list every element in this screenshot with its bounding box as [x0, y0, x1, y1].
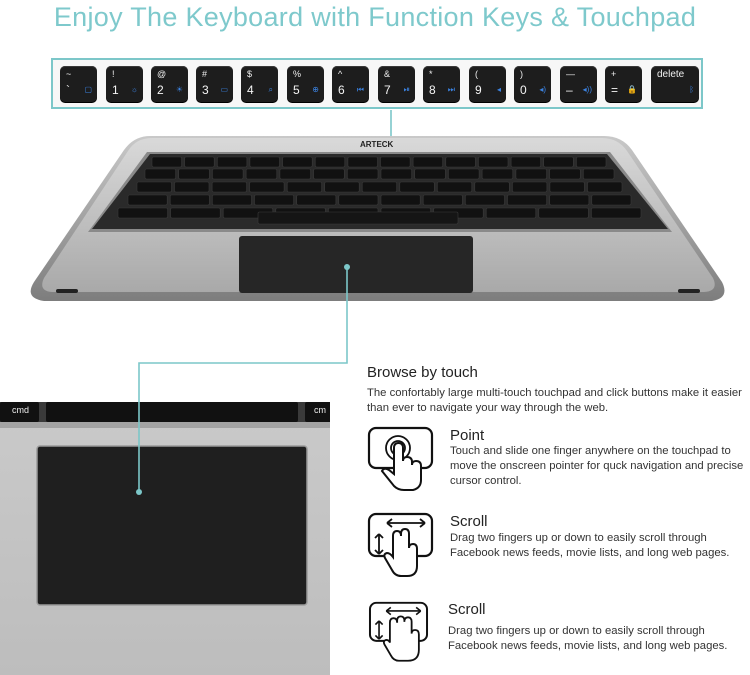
function-key: $ 4 ⌕: [241, 66, 278, 102]
keyboard-key: [145, 169, 176, 179]
page-headline: Enjoy The Keyboard with Function Keys & Touchpad: [53, 2, 697, 32]
one-finger-tap-icon: [367, 426, 434, 493]
keyboard-key: [212, 195, 251, 205]
feature-text: Drag two fingers up or down to easily scroll through Facebook news feeds, movie lists, and long web pages.: [448, 625, 728, 652]
keyboard-key: [339, 195, 378, 205]
mute-icon: ◂: [496, 85, 501, 94]
keyboard-key: [212, 182, 247, 192]
function-key: ) 0 ◂): [514, 66, 551, 102]
keyboard-key: [544, 157, 574, 167]
keyboard-key: [348, 157, 378, 167]
touchpad-surface: [37, 446, 307, 605]
feature-text: Touch and slide one finger anywhere on the touchpad to move the onscreen pointer for quck navigation and precise cursor control.: [450, 445, 744, 487]
square-icon: ▢: [84, 85, 92, 94]
function-key: * 8 ⏭: [423, 66, 460, 102]
keyboard-key: [478, 157, 508, 167]
keyboard-key: [511, 157, 541, 167]
function-key: % 5 ⊕: [287, 66, 324, 102]
keyboard-key: [128, 195, 167, 205]
keyboard-key: [325, 182, 360, 192]
three-finger-scroll-icon: [365, 601, 432, 668]
previous-track-icon: ⏮: [356, 85, 364, 94]
volume-up-icon: ◂)): [582, 85, 592, 94]
brightness-up-icon: ☀: [175, 85, 183, 94]
keyboard-key: [137, 182, 172, 192]
keyboard-icon: ▭: [220, 85, 228, 94]
keyboard-key: [437, 182, 472, 192]
keyboard-key: [446, 157, 476, 167]
brand-label: ARTECK: [360, 140, 394, 149]
keyboard-key: [591, 208, 641, 218]
keyboard-key: [175, 182, 210, 192]
keyboard-key: [381, 157, 411, 167]
browse-title: Browse by touch: [367, 364, 478, 381]
keyboard-key: [588, 182, 623, 192]
function-key: & 7 ⏯: [378, 66, 415, 102]
function-key: ^ 6 ⏮: [332, 66, 369, 102]
keyboard-key: [280, 169, 311, 179]
feature-title: Point: [450, 427, 485, 444]
rubber-foot: [56, 289, 78, 293]
function-key: + = 🔒: [605, 66, 642, 102]
space-key: [46, 402, 298, 422]
function-key: ( 9 ◂: [469, 66, 506, 102]
function-key: @ 2 ☀: [151, 66, 188, 102]
keyboard-key: [482, 169, 513, 179]
brightness-down-icon: ☼: [130, 85, 138, 94]
keyboard-key: [179, 169, 210, 179]
function-key: ~ ` ▢: [60, 66, 97, 102]
feature-title: Scroll: [450, 513, 488, 530]
keyboard-key: [171, 208, 221, 218]
keyboard-key: [283, 157, 313, 167]
keyboard-key: [448, 169, 479, 179]
lock-icon: 🔒: [627, 85, 637, 94]
function-key: ! 1 ☼: [106, 66, 143, 102]
cmd-key-label: cmd: [12, 405, 30, 415]
keyboard-key: [592, 195, 631, 205]
keyboard-key: [217, 157, 247, 167]
rubber-foot: [678, 289, 700, 293]
keyboard-key: [423, 195, 462, 205]
function-key-strip: [51, 58, 703, 109]
two-finger-scroll-icon: [367, 512, 434, 579]
keyboard-key: [297, 195, 336, 205]
keyboard-key: [212, 169, 243, 179]
next-track-icon: ⏭: [447, 85, 455, 94]
feature-title: Scroll: [448, 601, 486, 618]
keyboard-key: [287, 182, 322, 192]
function-key: — – ◂)): [560, 66, 597, 102]
keyboard-key: [400, 182, 435, 192]
keyboard-key: [381, 169, 412, 179]
space-bar: [258, 212, 458, 224]
keyboard-key: [170, 195, 209, 205]
keyboard-key: [185, 157, 215, 167]
keyboard-key: [118, 208, 168, 218]
keyboard-key: [550, 182, 585, 192]
keyboard-key: [415, 169, 446, 179]
keyboard-key: [250, 157, 280, 167]
play-pause-icon: ⏯: [403, 85, 410, 94]
keyboard-key: [465, 195, 504, 205]
keyboard-key: [347, 169, 378, 179]
keyboard-key: [516, 169, 547, 179]
keyboard-key: [246, 169, 277, 179]
keyboard-key: [250, 182, 285, 192]
keyboard-key: [314, 169, 345, 179]
keyboard-key: [475, 182, 510, 192]
feature-text: Drag two fingers up or down to easily scroll through Facebook news feeds, movie lists, and long web pages.: [450, 532, 730, 559]
bluetooth-icon: ᛒ: [689, 85, 694, 94]
function-key: # 3 ▭: [196, 66, 233, 102]
touchpad: [239, 236, 473, 293]
cmd-key-right-label: cm: [314, 405, 326, 415]
function-key-delete: delete ᛒ: [651, 66, 699, 102]
touchpad-zoom: [0, 402, 330, 675]
keyboard-key: [362, 182, 397, 192]
keyboard-key: [576, 157, 606, 167]
browse-description: The confortably large multi-touch touchpad and click buttons make it easier than ever to navigate your way through the web.: [367, 387, 742, 414]
globe-icon: ⊕: [312, 85, 319, 94]
keyboard-key: [512, 182, 547, 192]
search-icon: ⌕: [268, 85, 273, 94]
keyboard-key: [508, 195, 547, 205]
keyboard-key: [152, 157, 182, 167]
keyboard-key: [486, 208, 536, 218]
keyboard-key: [550, 195, 589, 205]
volume-down-icon: ◂): [539, 85, 546, 94]
keyboard-key: [583, 169, 614, 179]
keyboard-key: [539, 208, 589, 218]
keyboard-key: [550, 169, 581, 179]
keyboard-key: [255, 195, 294, 205]
keyboard-key: [315, 157, 345, 167]
keyboard-key: [381, 195, 420, 205]
keyboard-key: [413, 157, 443, 167]
